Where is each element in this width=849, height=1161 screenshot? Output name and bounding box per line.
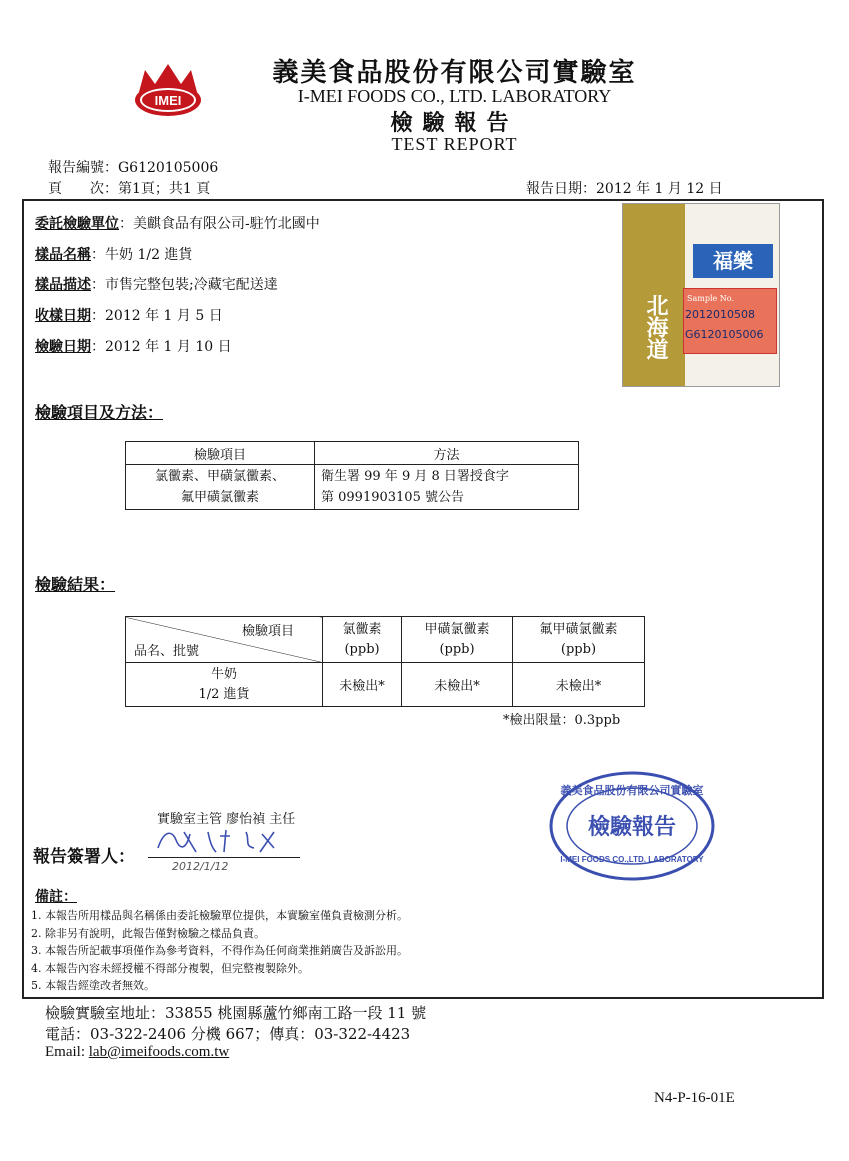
list-item: 5. 本報告經塗改者無效。 — [31, 979, 155, 992]
page-count: 頁 次：第1頁；共1 頁 — [48, 181, 211, 197]
report-title-en: TEST REPORT — [391, 134, 518, 154]
email-link[interactable]: lab@imeifoods.com.tw — [88, 1044, 230, 1060]
field-test-date: 檢驗日期：2012 年 1 月 10 日 — [35, 339, 232, 355]
lab-address: 檢驗實驗室地址：33855 桃園縣蘆竹鄉南工路一段 11 號 — [45, 1004, 427, 1022]
photo-product: 北海道 — [643, 294, 669, 360]
list-item: 3. 本報告所記載事項僅作為參考資料，不得作為任何商業推銷廣告及訴訟用。 — [31, 944, 408, 957]
field-client: 委託檢驗單位：美麒食品有限公司-駐竹北國中 — [35, 216, 320, 232]
handwritten-date: 2012/1/12 — [172, 860, 229, 873]
company-name-en: I-MEI FOODS CO., LTD. LABORATORY — [297, 86, 612, 106]
handwritten-signature — [150, 826, 300, 856]
methods-method-cell: 衛生署 99 年 9 月 8 日署授食字 第 0991903105 號公告 — [315, 465, 579, 510]
methods-table — [125, 441, 579, 510]
photo-sample-no-2: G6120105006 — [685, 328, 764, 341]
results-value-3: 未檢出* — [512, 663, 644, 707]
field-sample-desc: 樣品描述：市售完整包裝;冷藏宅配送達 — [35, 277, 278, 293]
methods-item-cell: 氯黴素、甲磺氯黴素、 氟甲磺氯黴素 — [126, 465, 315, 510]
photo-sample-label: Sample No. — [687, 294, 735, 303]
lab-supervisor: 實驗室主管 廖怡禎 主任 — [157, 812, 296, 827]
report-date: 報告日期：2012 年 1 月 12 日 — [526, 181, 723, 197]
report-number: 報告編號：G6120105006 — [48, 160, 219, 176]
methods-header-item: 檢驗項目 — [126, 442, 315, 465]
sample-photo — [622, 203, 780, 387]
report-title-cn: 檢驗報告 — [390, 110, 519, 136]
results-col-florfenicol: 氟甲磺氯黴素 (ppb) — [512, 617, 644, 663]
document-code: N4-P-16-01E — [654, 1090, 735, 1106]
logo-text: IMEI — [154, 93, 182, 108]
stamp-text-top: 義美食品股份有限公司實驗室 — [560, 784, 704, 797]
results-corner-cell: 檢驗項目 品名、批號 — [126, 617, 323, 663]
photo-brand: 福樂 — [693, 244, 773, 278]
lab-stamp — [548, 770, 716, 882]
field-received-date: 收樣日期：2012 年 1 月 5 日 — [35, 308, 223, 324]
results-row-name: 牛奶 1/2 進貨 — [126, 663, 323, 707]
lab-email: Email: lab@imeifoods.com.tw — [45, 1044, 230, 1060]
lab-phone: 電話：03-322-2406 分機 667；傳真：03-322-4423 — [45, 1025, 411, 1043]
methods-title: 檢驗項目及方法： — [35, 403, 164, 422]
stamp-text-bottom: I-MEI FOODS CO.,LTD. LABORATORY — [560, 855, 704, 864]
results-table — [125, 616, 645, 707]
notes-title: 備註： — [35, 889, 77, 905]
field-sample-name: 樣品名稱：牛奶 1/2 進貨 — [35, 247, 193, 263]
signature-line — [148, 857, 300, 858]
stamp-text-center: 檢驗報告 — [587, 814, 677, 840]
results-value-1: 未檢出* — [323, 663, 402, 707]
photo-sample-no-1: 2012010508 — [685, 308, 755, 321]
list-item: 2. 除非另有說明，此報告僅對檢驗之樣品負責。 — [31, 926, 265, 940]
results-value-2: 未檢出* — [402, 663, 513, 707]
detection-limit-note: *檢出限量：0.3ppb — [503, 713, 621, 728]
results-col-thiamphenicol: 甲磺氯黴素 (ppb) — [402, 617, 513, 663]
table-row — [126, 663, 645, 707]
methods-header-method: 方法 — [315, 442, 579, 465]
list-item: 4. 本報告內容未經授權不得部分複製，但完整複製除外。 — [31, 961, 309, 975]
notes-list — [31, 907, 408, 995]
signer-label: 報告簽署人： — [33, 847, 135, 867]
results-title: 檢驗結果： — [35, 575, 116, 594]
list-item: 1. 本報告所用樣品與名稱係由委託檢驗單位提供，本實驗室僅負責檢測分析。 — [31, 909, 408, 922]
results-col-chloramphenicol: 氯黴素 (ppb) — [323, 617, 402, 663]
company-name-cn: 義美食品股份有限公司實驗室 — [272, 58, 637, 88]
